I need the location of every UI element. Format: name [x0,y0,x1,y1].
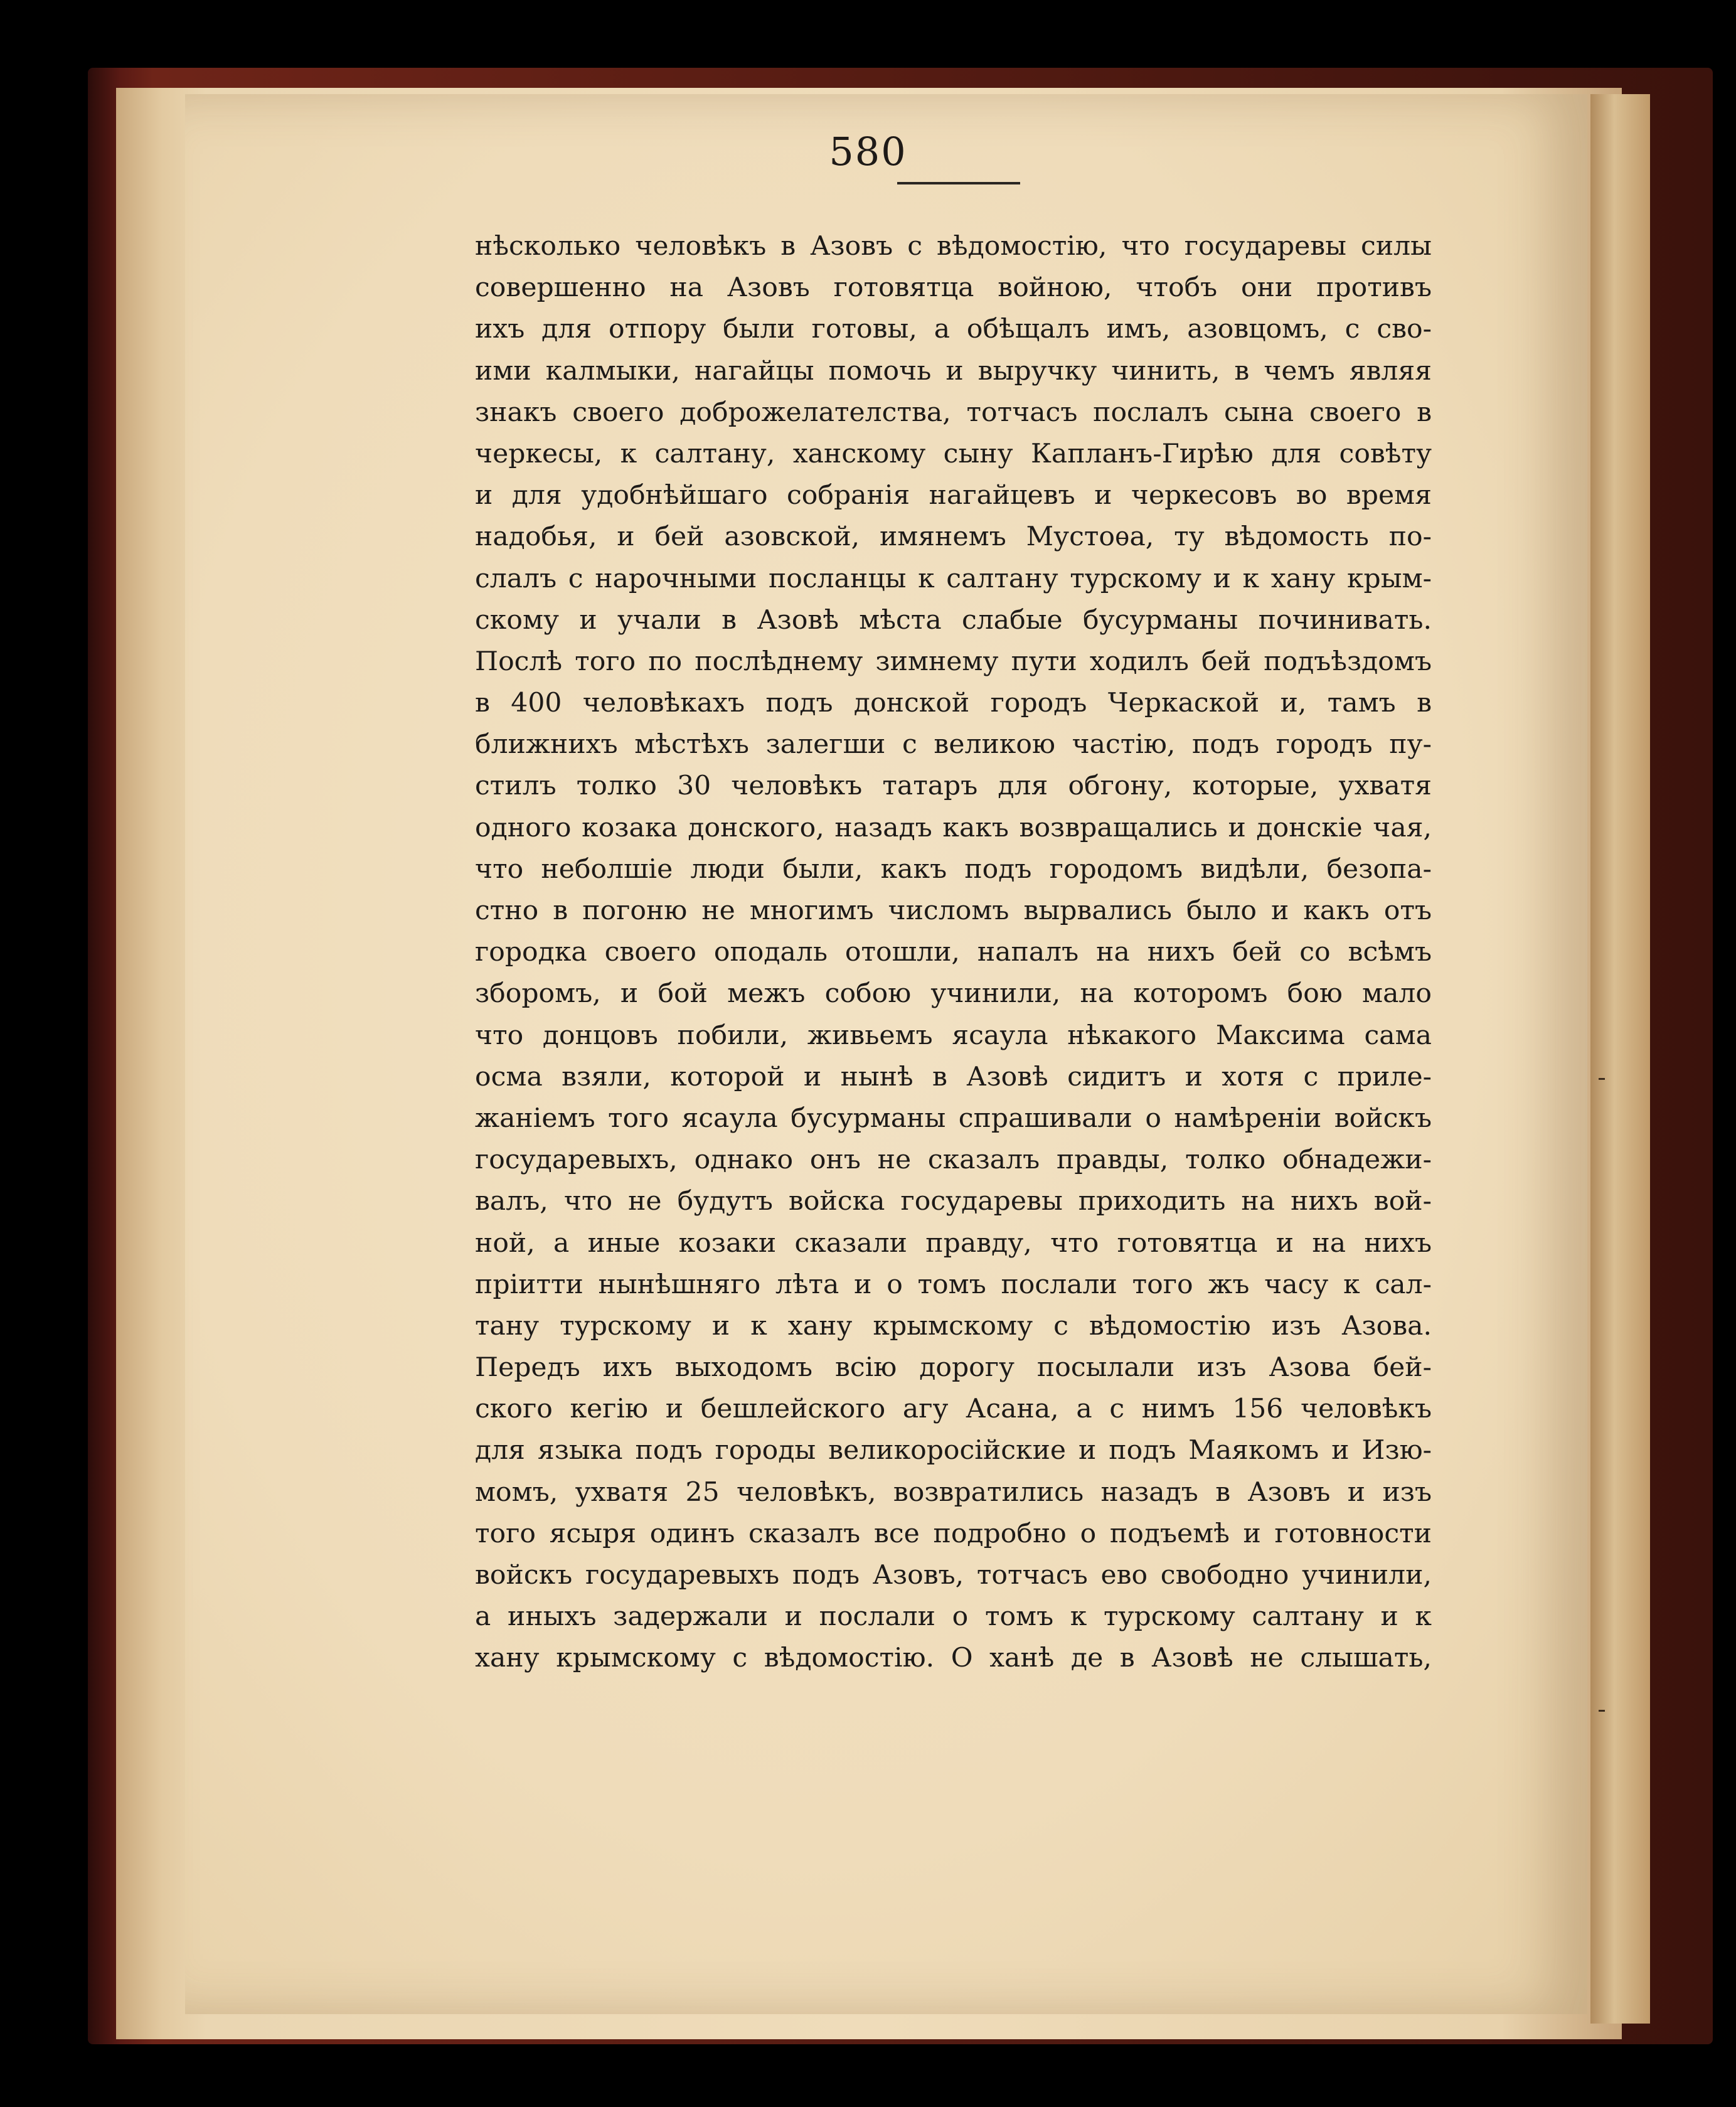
text-line: зборомъ, и бой межъ собою учинили, на которомъ бою мало [475,978,1432,1010]
text-line: государевыхъ, однако онъ не сказалъ правды, толко обнадежи- [475,1144,1432,1176]
text-line: для языка подъ городы великоросійские и подъ Маякомъ и Изю- [475,1435,1432,1466]
text-line: Послѣ того по послѣднему зимнему пути ходилъ бей подъѣздомъ [475,646,1432,677]
text-line: что донцовъ побили, живьемъ ясаула нѣкакого Максима сама [475,1020,1432,1051]
text-line: в 400 человѣкахъ подъ донской городъ Черкаской и, тамъ в [475,688,1432,719]
text-line: надобья, и бей азовской, имянемъ Мустоѳа, ту вѣдомость по- [475,521,1432,553]
text-line: знакъ своего доброжелателства, тотчасъ послалъ сына своего в [475,397,1432,428]
text-line: стилъ толко 30 человѣкъ татаръ для обгону, которые, ухватя [475,771,1432,802]
text-line: ского кегію и бешлейского агу Асана, а с нимъ 156 человѣкъ [475,1394,1432,1425]
text-line: ближнихъ мѣстѣхъ залегши с великою частію, подъ городъ пу- [475,729,1432,760]
text-line: хану крымскому с вѣдомостію. О ханѣ де в Азовѣ не слышать, [475,1643,1432,1674]
text-line: Передъ ихъ выходомъ всію дорогу посылали изъ Азова бей- [475,1352,1432,1384]
text-line: скому и учали в Азовѣ мѣста слабые бусурманы починивать. [475,604,1432,636]
text-line: осма взяли, которой и нынѣ в Азовѣ сидитъ и хотя с приле- [475,1061,1432,1092]
text-line: черкесы, к салтану, ханскому сыну Капланъ-Гирѣю для совѣту [475,438,1432,469]
text-line: совершенно на Азовъ готовятца войною, чтобъ они противъ [475,272,1432,304]
text-line: валъ, что не будутъ войска государевы приходить на нихъ вой- [475,1186,1432,1217]
page-number-rule [897,182,1020,184]
text-line: ной, а иные козаки сказали правду, что готовятца и на нихъ [475,1227,1432,1259]
text-line: а иныхъ задержали и послали о томъ к турскому салтану и к [475,1601,1432,1633]
text-line: войскъ государевыхъ подъ Азовъ, тотчасъ ево свободно учинили, [475,1560,1432,1591]
text-line: ихъ для отпору были готовы, а обѣщалъ имъ, азовцомъ, с сво- [475,314,1432,345]
text-line: нѣсколько человѣкъ в Азовъ с вѣдомостію, что государевы силы [475,231,1432,262]
text-line: городка своего оподаль отошли, напалъ на нихъ бей со всѣмъ [475,937,1432,968]
text-line: тану турскому и к хану крымскому с вѣдомостію изъ Азова. [475,1310,1432,1342]
text-line: слалъ с нарочными посланцы к салтану турскому и к хану крым- [475,563,1432,594]
text-line: одного козака донского, назадъ какъ возвращались и донскіе чая, [475,812,1432,843]
margin-mark [1599,1078,1605,1080]
text-line: пріитти нынѣшняго лѣта и о томъ послали того жъ часу к сал- [475,1269,1432,1300]
text-line: и для удобнѣйшаго собранія нагайцевъ и черкесовъ во время [475,480,1432,511]
text-line: ими калмыки, нагайцы помочь и выручку чинить, в чемъ являя [475,355,1432,387]
text-line: что неболшіе люди были, какъ подъ городомъ видѣли, безопа- [475,853,1432,885]
body-text [475,226,1432,1680]
right-page-edge [1590,94,1650,2024]
text-line: момъ, ухватя 25 человѣкъ, возвратились назадъ в Азовъ и изъ [475,1476,1432,1508]
text-line: стно в погоню не многимъ числомъ вырвались было и какъ отъ [475,895,1432,926]
margin-mark [1599,1710,1605,1712]
text-line: жаніемъ того ясаула бусурманы спрашивали о намѣреніи войскъ [475,1102,1432,1134]
text-line: того ясыря одинъ сказалъ все подробно о подъемѣ и готовности [475,1518,1432,1549]
page-number: 580 [829,129,907,174]
